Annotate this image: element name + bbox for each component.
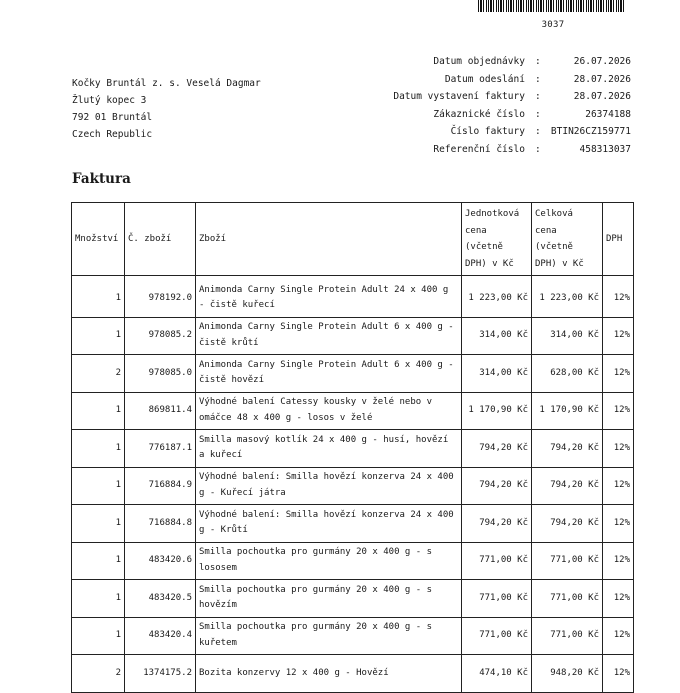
cell-unit-price: 771,00 Kč bbox=[462, 580, 532, 618]
table-row bbox=[72, 276, 634, 318]
table-row bbox=[72, 542, 634, 580]
meta-label: Zákaznické číslo bbox=[433, 108, 525, 120]
meta-value: 458313037 bbox=[579, 143, 631, 155]
cell-desc-text: Výhodné balení: Smilla hovězí konzerva 24 x 400 g - Krůtí bbox=[199, 509, 454, 536]
cell-qty: 1 bbox=[72, 317, 125, 355]
barcode-block bbox=[478, 0, 628, 30]
cell-item-no: 978085.2 bbox=[125, 317, 196, 355]
cell-item-no: 978192.0 bbox=[125, 276, 196, 318]
meta-value: 26.07.2026 bbox=[573, 56, 631, 68]
meta-value: 26374188 bbox=[585, 108, 631, 120]
cell-total-price: 1 170,90 Kč bbox=[532, 392, 603, 430]
customer-city: 792 01 Bruntál bbox=[72, 112, 153, 123]
cell-qty: 2 bbox=[72, 655, 125, 693]
cell-unit-price: 771,00 Kč bbox=[462, 542, 532, 580]
cell-desc-text: Výhodné balení: Smilla hovězí konzerva 24 x 400 g - Kuřecí játra bbox=[199, 472, 454, 498]
cell-vat: 12% bbox=[603, 542, 634, 580]
cell-vat: 12% bbox=[603, 276, 634, 318]
customer-country: Czech Republic bbox=[72, 129, 153, 140]
meta-separator: : bbox=[535, 126, 541, 138]
cell-vat: 12% bbox=[603, 655, 634, 693]
barcode-number: 3037 bbox=[541, 20, 565, 30]
cell-desc bbox=[196, 580, 462, 618]
meta-value: BTIN26CZ159771 bbox=[550, 126, 631, 138]
cell-desc bbox=[196, 542, 462, 580]
meta-separator: : bbox=[535, 73, 541, 85]
table-row bbox=[72, 655, 634, 693]
header-unit-price: Jednotková cena (včetně DPH) v Kč bbox=[462, 203, 532, 276]
cell-qty: 2 bbox=[72, 355, 125, 393]
cell-total-price: 794,20 Kč bbox=[532, 430, 603, 468]
cell-desc-text: Smilla masový kotlík 24 x 400 g - husí, hovězí a kuřecí bbox=[199, 434, 449, 461]
cell-desc bbox=[196, 317, 462, 355]
cell-unit-price: 771,00 Kč bbox=[462, 617, 532, 655]
page-title: Faktura bbox=[72, 171, 131, 187]
cell-desc-text: Smilla pochoutka pro gurmány 20 x 400 g - s kuřetem bbox=[199, 622, 432, 648]
meta-separator: : bbox=[535, 91, 541, 103]
cell-desc-text: Animonda Carny Single Protein Adult 24 x 400 g - čistě kuřecí bbox=[199, 284, 449, 311]
header-qty: Množství bbox=[72, 203, 125, 276]
cell-vat: 12% bbox=[603, 392, 634, 430]
cell-vat: 12% bbox=[603, 355, 634, 393]
cell-desc-text: Smilla pochoutka pro gurmány 20 x 400 g - s lososem bbox=[199, 547, 432, 573]
cell-desc-text: Výhodné balení Catessy kousky v želé nebo v omáčce 48 x 400 g - losos v želé bbox=[199, 397, 432, 423]
cell-vat: 12% bbox=[603, 617, 634, 655]
cell-vat: 12% bbox=[603, 430, 634, 468]
items-table bbox=[71, 202, 634, 693]
cell-total-price: 1 223,00 Kč bbox=[532, 276, 603, 318]
cell-item-no: 978085.0 bbox=[125, 355, 196, 393]
barcode-image bbox=[478, 0, 624, 12]
meta-separator: : bbox=[535, 143, 541, 155]
cell-item-no: 716884.8 bbox=[125, 505, 196, 543]
cell-desc bbox=[196, 655, 462, 693]
meta-value: 28.07.2026 bbox=[573, 73, 631, 85]
cell-total-price: 628,00 Kč bbox=[532, 355, 603, 393]
cell-unit-price: 314,00 Kč bbox=[462, 317, 532, 355]
cell-desc bbox=[196, 467, 462, 505]
cell-item-no: 776187.1 bbox=[125, 430, 196, 468]
table-header-row bbox=[72, 203, 634, 276]
cell-unit-price: 1 223,00 Kč bbox=[462, 276, 532, 318]
table-row bbox=[72, 467, 634, 505]
meta-row bbox=[393, 141, 631, 159]
header-vat: DPH bbox=[603, 203, 634, 276]
cell-desc bbox=[196, 617, 462, 655]
customer-street: Žlutý kopec 3 bbox=[72, 95, 147, 106]
cell-desc bbox=[196, 430, 462, 468]
cell-desc-text: Bozita konzervy 12 x 400 g - Hovězí bbox=[199, 667, 389, 678]
cell-item-no: 483420.4 bbox=[125, 617, 196, 655]
cell-desc bbox=[196, 392, 462, 430]
cell-total-price: 794,20 Kč bbox=[532, 467, 603, 505]
cell-unit-price: 474,10 Kč bbox=[462, 655, 532, 693]
meta-label: Datum objednávky bbox=[433, 56, 525, 68]
cell-qty: 1 bbox=[72, 276, 125, 318]
cell-vat: 12% bbox=[603, 467, 634, 505]
cell-unit-price: 794,20 Kč bbox=[462, 467, 532, 505]
table-row bbox=[72, 505, 634, 543]
cell-total-price: 314,00 Kč bbox=[532, 317, 603, 355]
meta-row bbox=[393, 123, 631, 141]
cell-vat: 12% bbox=[603, 580, 634, 618]
cell-total-price: 771,00 Kč bbox=[532, 580, 603, 618]
cell-qty: 1 bbox=[72, 580, 125, 618]
table-row bbox=[72, 617, 634, 655]
cell-desc bbox=[196, 276, 462, 318]
cell-item-no: 716884.9 bbox=[125, 467, 196, 505]
cell-vat: 12% bbox=[603, 505, 634, 543]
cell-qty: 1 bbox=[72, 617, 125, 655]
header-desc: Zboží bbox=[196, 203, 462, 276]
table-row bbox=[72, 355, 634, 393]
cell-total-price: 948,20 Kč bbox=[532, 655, 603, 693]
meta-label: Číslo faktury bbox=[450, 126, 525, 138]
meta-row bbox=[393, 53, 631, 71]
cell-total-price: 771,00 Kč bbox=[532, 617, 603, 655]
invoice-meta bbox=[393, 53, 631, 158]
table-row bbox=[72, 317, 634, 355]
cell-item-no: 869811.4 bbox=[125, 392, 196, 430]
cell-desc-text: Smilla pochoutka pro gurmány 20 x 400 g - s hovězím bbox=[199, 584, 432, 611]
customer-address bbox=[72, 75, 261, 143]
cell-item-no: 1374175.2 bbox=[125, 655, 196, 693]
cell-unit-price: 794,20 Kč bbox=[462, 430, 532, 468]
cell-total-price: 794,20 Kč bbox=[532, 505, 603, 543]
table-row bbox=[72, 430, 634, 468]
cell-item-no: 483420.6 bbox=[125, 542, 196, 580]
cell-desc-text: Animonda Carny Single Protein Adult 6 x 400 g - čistě hovězí bbox=[199, 359, 454, 386]
meta-label: Datum vystavení faktury bbox=[393, 91, 525, 103]
header-item-no: Č. zboží bbox=[125, 203, 196, 276]
meta-separator: : bbox=[535, 108, 541, 120]
meta-separator: : bbox=[535, 56, 541, 68]
meta-row bbox=[393, 88, 631, 106]
cell-unit-price: 1 170,90 Kč bbox=[462, 392, 532, 430]
table-row bbox=[72, 580, 634, 618]
table-row bbox=[72, 392, 634, 430]
cell-qty: 1 bbox=[72, 392, 125, 430]
cell-qty: 1 bbox=[72, 505, 125, 543]
cell-qty: 1 bbox=[72, 542, 125, 580]
cell-desc bbox=[196, 355, 462, 393]
cell-unit-price: 794,20 Kč bbox=[462, 505, 532, 543]
cell-desc bbox=[196, 505, 462, 543]
cell-vat: 12% bbox=[603, 317, 634, 355]
customer-name: Kočky Bruntál z. s. Veselá Dagmar bbox=[72, 78, 261, 89]
cell-qty: 1 bbox=[72, 467, 125, 505]
cell-unit-price: 314,00 Kč bbox=[462, 355, 532, 393]
header-total-price: Celková cena (včetně DPH) v Kč bbox=[532, 203, 603, 276]
cell-item-no: 483420.5 bbox=[125, 580, 196, 618]
meta-value: 28.07.2026 bbox=[573, 91, 631, 103]
cell-total-price: 771,00 Kč bbox=[532, 542, 603, 580]
meta-row bbox=[393, 71, 631, 89]
cell-qty: 1 bbox=[72, 430, 125, 468]
meta-label: Referenční číslo bbox=[433, 143, 525, 155]
meta-row bbox=[393, 106, 631, 124]
meta-label: Datum odeslání bbox=[444, 73, 525, 85]
cell-desc-text: Animonda Carny Single Protein Adult 6 x 400 g - čistě krůtí bbox=[199, 322, 454, 348]
